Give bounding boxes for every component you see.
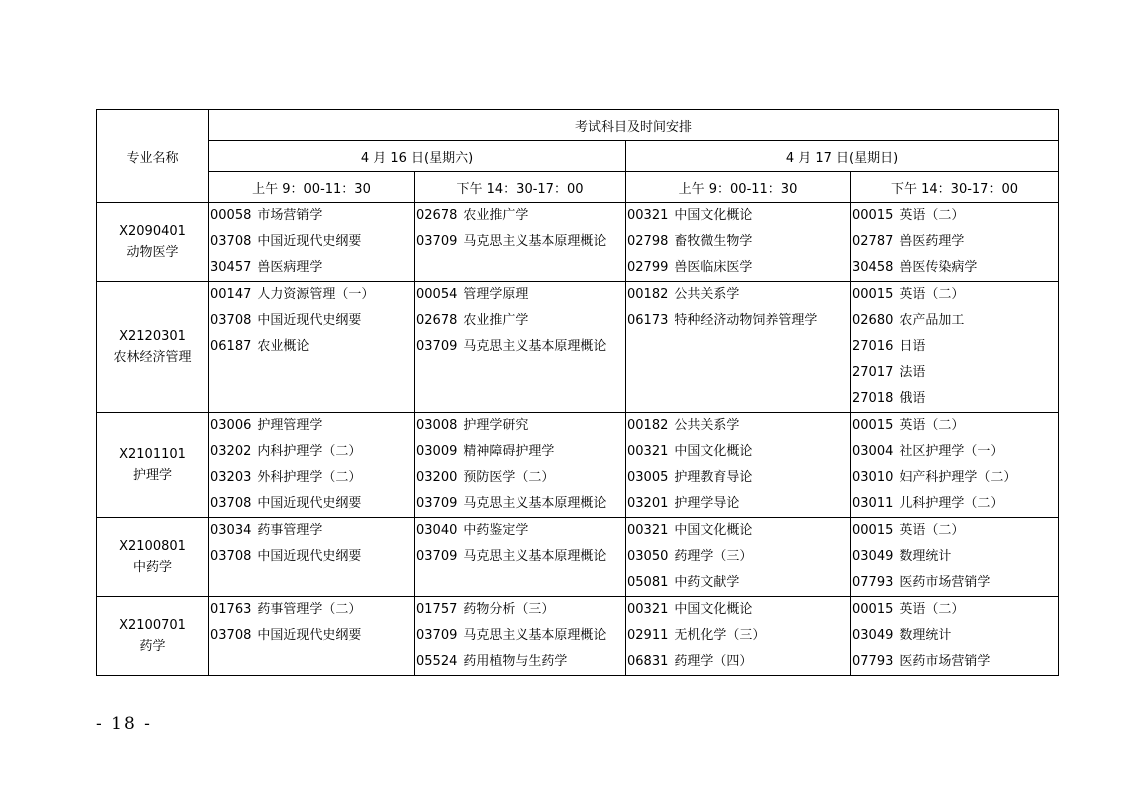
course-name: 农业概论 [257,339,310,354]
course-name: 中国文化概论 [674,523,753,538]
course-code: 03709 [416,549,458,564]
major-cell [97,518,209,597]
course-name: 药物分析（三） [463,602,555,617]
course-code: 00182 [627,418,669,433]
course-cell [209,597,415,676]
course-name: 护理管理学 [257,418,323,433]
course-code: 00054 [416,287,458,302]
course-code: 03709 [416,234,458,249]
course-name: 药事管理学 [257,523,323,538]
course-name: 社区护理学（一） [899,444,1004,459]
course-code: 03034 [210,523,252,538]
course-name: 英语（二） [899,418,965,433]
course-code: 03708 [210,313,252,328]
major-name: 护理学 [132,468,172,483]
table-row [97,203,1059,282]
major-cell [97,282,209,413]
course-code: 00321 [627,602,669,617]
course-code: 02911 [627,628,669,643]
course-code: 03709 [416,339,458,354]
time-slot-header: 下午 14：30-17：00 [415,172,626,203]
course-code: 03011 [852,496,894,511]
course-name: 中药文献学 [674,575,740,590]
course-code: 05081 [627,575,669,590]
course-code: 03004 [852,444,894,459]
course-code: 06173 [627,313,669,328]
course-item [626,570,850,596]
course-item [851,282,1058,308]
course-item [415,491,625,517]
course-cell [209,282,415,413]
major-cell [97,203,209,282]
course-item [851,229,1058,255]
header-row-slots [97,172,1059,203]
time-slot-header: 下午 14：30-17：00 [851,172,1059,203]
course-name: 数理统计 [899,628,952,643]
course-item [415,282,625,308]
course-item [209,439,414,465]
course-cell [415,282,626,413]
course-name: 日语 [899,339,926,354]
major-name: 中药学 [132,560,172,575]
course-name: 兽医药理学 [899,234,965,249]
course-code: 03008 [416,418,458,433]
course-code: 00015 [852,287,894,302]
day-header: 4 月 16 日(星期六) [209,141,626,172]
course-item [415,308,625,334]
course-item [626,229,850,255]
course-name: 无机化学（三） [674,628,766,643]
course-code: 00015 [852,602,894,617]
course-code: 27018 [852,391,894,406]
course-item [626,465,850,491]
course-name: 人力资源管理（一） [257,287,375,302]
course-item [209,308,414,334]
course-item [415,544,625,570]
course-item [851,623,1058,649]
major-name: 农林经济管理 [113,350,192,365]
course-name: 药事管理学（二） [257,602,362,617]
course-item [209,282,414,308]
course-code: 02787 [852,234,894,249]
course-code: 02680 [852,313,894,328]
course-name: 英语（二） [899,602,965,617]
course-cell [415,203,626,282]
course-code: 03005 [627,470,669,485]
course-name: 农产品加工 [899,313,965,328]
course-item [209,544,414,570]
course-item [626,203,850,229]
section-header: 考试科目及时间安排 [209,110,1059,141]
course-cell [415,413,626,518]
course-name: 法语 [899,365,926,380]
course-item [851,360,1058,386]
course-code: 03010 [852,470,894,485]
course-item [626,544,850,570]
course-name: 兽医传染病学 [899,260,978,275]
course-code: 07793 [852,654,894,669]
course-name: 药用植物与生药学 [463,654,568,669]
course-name: 中国近现代史纲要 [257,549,362,564]
course-code: 00015 [852,418,894,433]
course-name: 医药市场营销学 [899,654,991,669]
course-item [851,203,1058,229]
course-item [851,570,1058,596]
course-item [851,255,1058,281]
course-code: 02678 [416,208,458,223]
course-cell [209,413,415,518]
table-row [97,518,1059,597]
course-name: 公共关系学 [674,287,740,302]
table-row [97,597,1059,676]
table-row [97,413,1059,518]
header-row-days [97,141,1059,172]
course-item [415,465,625,491]
exam-schedule-table [96,109,1059,676]
course-code: 03202 [210,444,252,459]
course-code: 00321 [627,523,669,538]
course-name: 中国近现代史纲要 [257,628,362,643]
course-name: 药理学（四） [674,654,753,669]
course-cell [626,597,851,676]
course-name: 农业推广学 [463,208,529,223]
course-name: 农业推广学 [463,313,529,328]
course-code: 27016 [852,339,894,354]
course-code: 00321 [627,208,669,223]
course-name: 英语（二） [899,523,965,538]
course-name: 中国近现代史纲要 [257,496,362,511]
header-row-section [97,110,1059,141]
course-code: 30458 [852,260,894,275]
course-name: 英语（二） [899,287,965,302]
course-name: 中国文化概论 [674,602,753,617]
course-code: 03708 [210,496,252,511]
course-item [626,439,850,465]
course-code: 05524 [416,654,458,669]
course-item [209,413,414,439]
course-name: 马克思主义基本原理概论 [463,549,607,564]
course-cell [209,203,415,282]
course-item [851,439,1058,465]
major-code: X2101101 [119,447,186,462]
time-slot-header: 上午 9：00-11：30 [209,172,415,203]
course-name: 内科护理学（二） [257,444,362,459]
course-cell [626,203,851,282]
major-code: X2100701 [119,618,186,633]
course-name: 马克思主义基本原理概论 [463,496,607,511]
major-code: X2090401 [119,224,186,239]
course-code: 03201 [627,496,669,511]
course-item [851,465,1058,491]
course-name: 特种经济动物饲养管理学 [674,313,818,328]
course-item [626,413,850,439]
major-cell [97,413,209,518]
course-item [415,203,625,229]
course-item [415,518,625,544]
course-cell [209,518,415,597]
course-item [209,465,414,491]
course-code: 02678 [416,313,458,328]
major-code: X2100801 [119,539,186,554]
course-cell [851,597,1059,676]
course-item [851,413,1058,439]
course-item [626,255,850,281]
course-item [851,597,1058,623]
course-name: 中国文化概论 [674,444,753,459]
course-code: 27017 [852,365,894,380]
course-name: 中国文化概论 [674,208,753,223]
course-name: 妇产科护理学（二） [899,470,1017,485]
course-item [415,229,625,255]
course-cell [415,518,626,597]
course-code: 01757 [416,602,458,617]
course-item [209,203,414,229]
course-code: 03708 [210,234,252,249]
course-code: 00147 [210,287,252,302]
course-item [415,334,625,360]
course-name: 儿科护理学（二） [899,496,1004,511]
course-code: 03708 [210,549,252,564]
major-code: X2120301 [119,329,186,344]
day-header: 4 月 17 日(星期日) [626,141,1059,172]
course-item [626,518,850,544]
course-item [851,386,1058,412]
course-code: 00015 [852,208,894,223]
course-code: 03709 [416,628,458,643]
course-item [851,491,1058,517]
course-name: 预防医学（二） [463,470,555,485]
course-code: 03203 [210,470,252,485]
course-code: 03040 [416,523,458,538]
course-name: 英语（二） [899,208,965,223]
course-item [415,413,625,439]
course-cell [626,282,851,413]
course-name: 精神障碍护理学 [463,444,555,459]
course-cell [851,282,1059,413]
table-row [97,282,1059,413]
course-item [209,623,414,649]
course-name: 中药鉴定学 [463,523,529,538]
course-name: 护理教育导论 [674,470,753,485]
course-name: 兽医临床医学 [674,260,753,275]
course-name: 中国近现代史纲要 [257,313,362,328]
major-column-header: 专业名称 [97,110,209,203]
course-name: 马克思主义基本原理概论 [463,234,607,249]
major-name: 药学 [139,639,166,654]
major-cell [97,597,209,676]
course-name: 中国近现代史纲要 [257,234,362,249]
course-name: 马克思主义基本原理概论 [463,339,607,354]
course-item [209,597,414,623]
course-item [851,334,1058,360]
course-code: 01763 [210,602,252,617]
course-item [626,649,850,675]
course-code: 00321 [627,444,669,459]
course-cell [415,597,626,676]
course-name: 市场营销学 [257,208,323,223]
course-code: 03006 [210,418,252,433]
course-code: 30457 [210,260,252,275]
course-name: 马克思主义基本原理概论 [463,628,607,643]
course-code: 02798 [627,234,669,249]
course-code: 00182 [627,287,669,302]
course-item [209,491,414,517]
course-name: 畜牧微生物学 [674,234,753,249]
course-item [851,544,1058,570]
course-code: 02799 [627,260,669,275]
course-name: 数理统计 [899,549,952,564]
course-item [851,518,1058,544]
course-name: 医药市场营销学 [899,575,991,590]
course-item [415,623,625,649]
course-item [626,308,850,334]
course-name: 公共关系学 [674,418,740,433]
page-number: - 18 - [96,714,152,734]
course-code: 03009 [416,444,458,459]
course-name: 俄语 [899,391,926,406]
course-item [209,518,414,544]
course-code: 06831 [627,654,669,669]
course-item [851,308,1058,334]
course-cell [851,203,1059,282]
course-item [209,255,414,281]
course-item [415,649,625,675]
course-name: 兽医病理学 [257,260,323,275]
course-code: 07793 [852,575,894,590]
course-name: 药理学（三） [674,549,753,564]
course-cell [851,413,1059,518]
course-item [851,649,1058,675]
course-item [626,491,850,517]
course-item [209,229,414,255]
course-cell [626,518,851,597]
course-code: 03708 [210,628,252,643]
course-code: 00058 [210,208,252,223]
course-name: 护理学导论 [674,496,740,511]
time-slot-header: 上午 9：00-11：30 [626,172,851,203]
course-code: 03709 [416,496,458,511]
course-cell [626,413,851,518]
course-code: 06187 [210,339,252,354]
course-item [626,623,850,649]
course-code: 03049 [852,549,894,564]
course-name: 外科护理学（二） [257,470,362,485]
course-code: 03200 [416,470,458,485]
schedule-body [97,110,1059,676]
course-code: 03049 [852,628,894,643]
course-cell [851,518,1059,597]
course-code: 03050 [627,549,669,564]
course-item [415,597,625,623]
major-name: 动物医学 [126,245,179,260]
course-item [209,334,414,360]
course-item [415,439,625,465]
course-item [626,597,850,623]
course-code: 00015 [852,523,894,538]
course-name: 管理学原理 [463,287,529,302]
course-item [626,282,850,308]
course-name: 护理学研究 [463,418,529,433]
